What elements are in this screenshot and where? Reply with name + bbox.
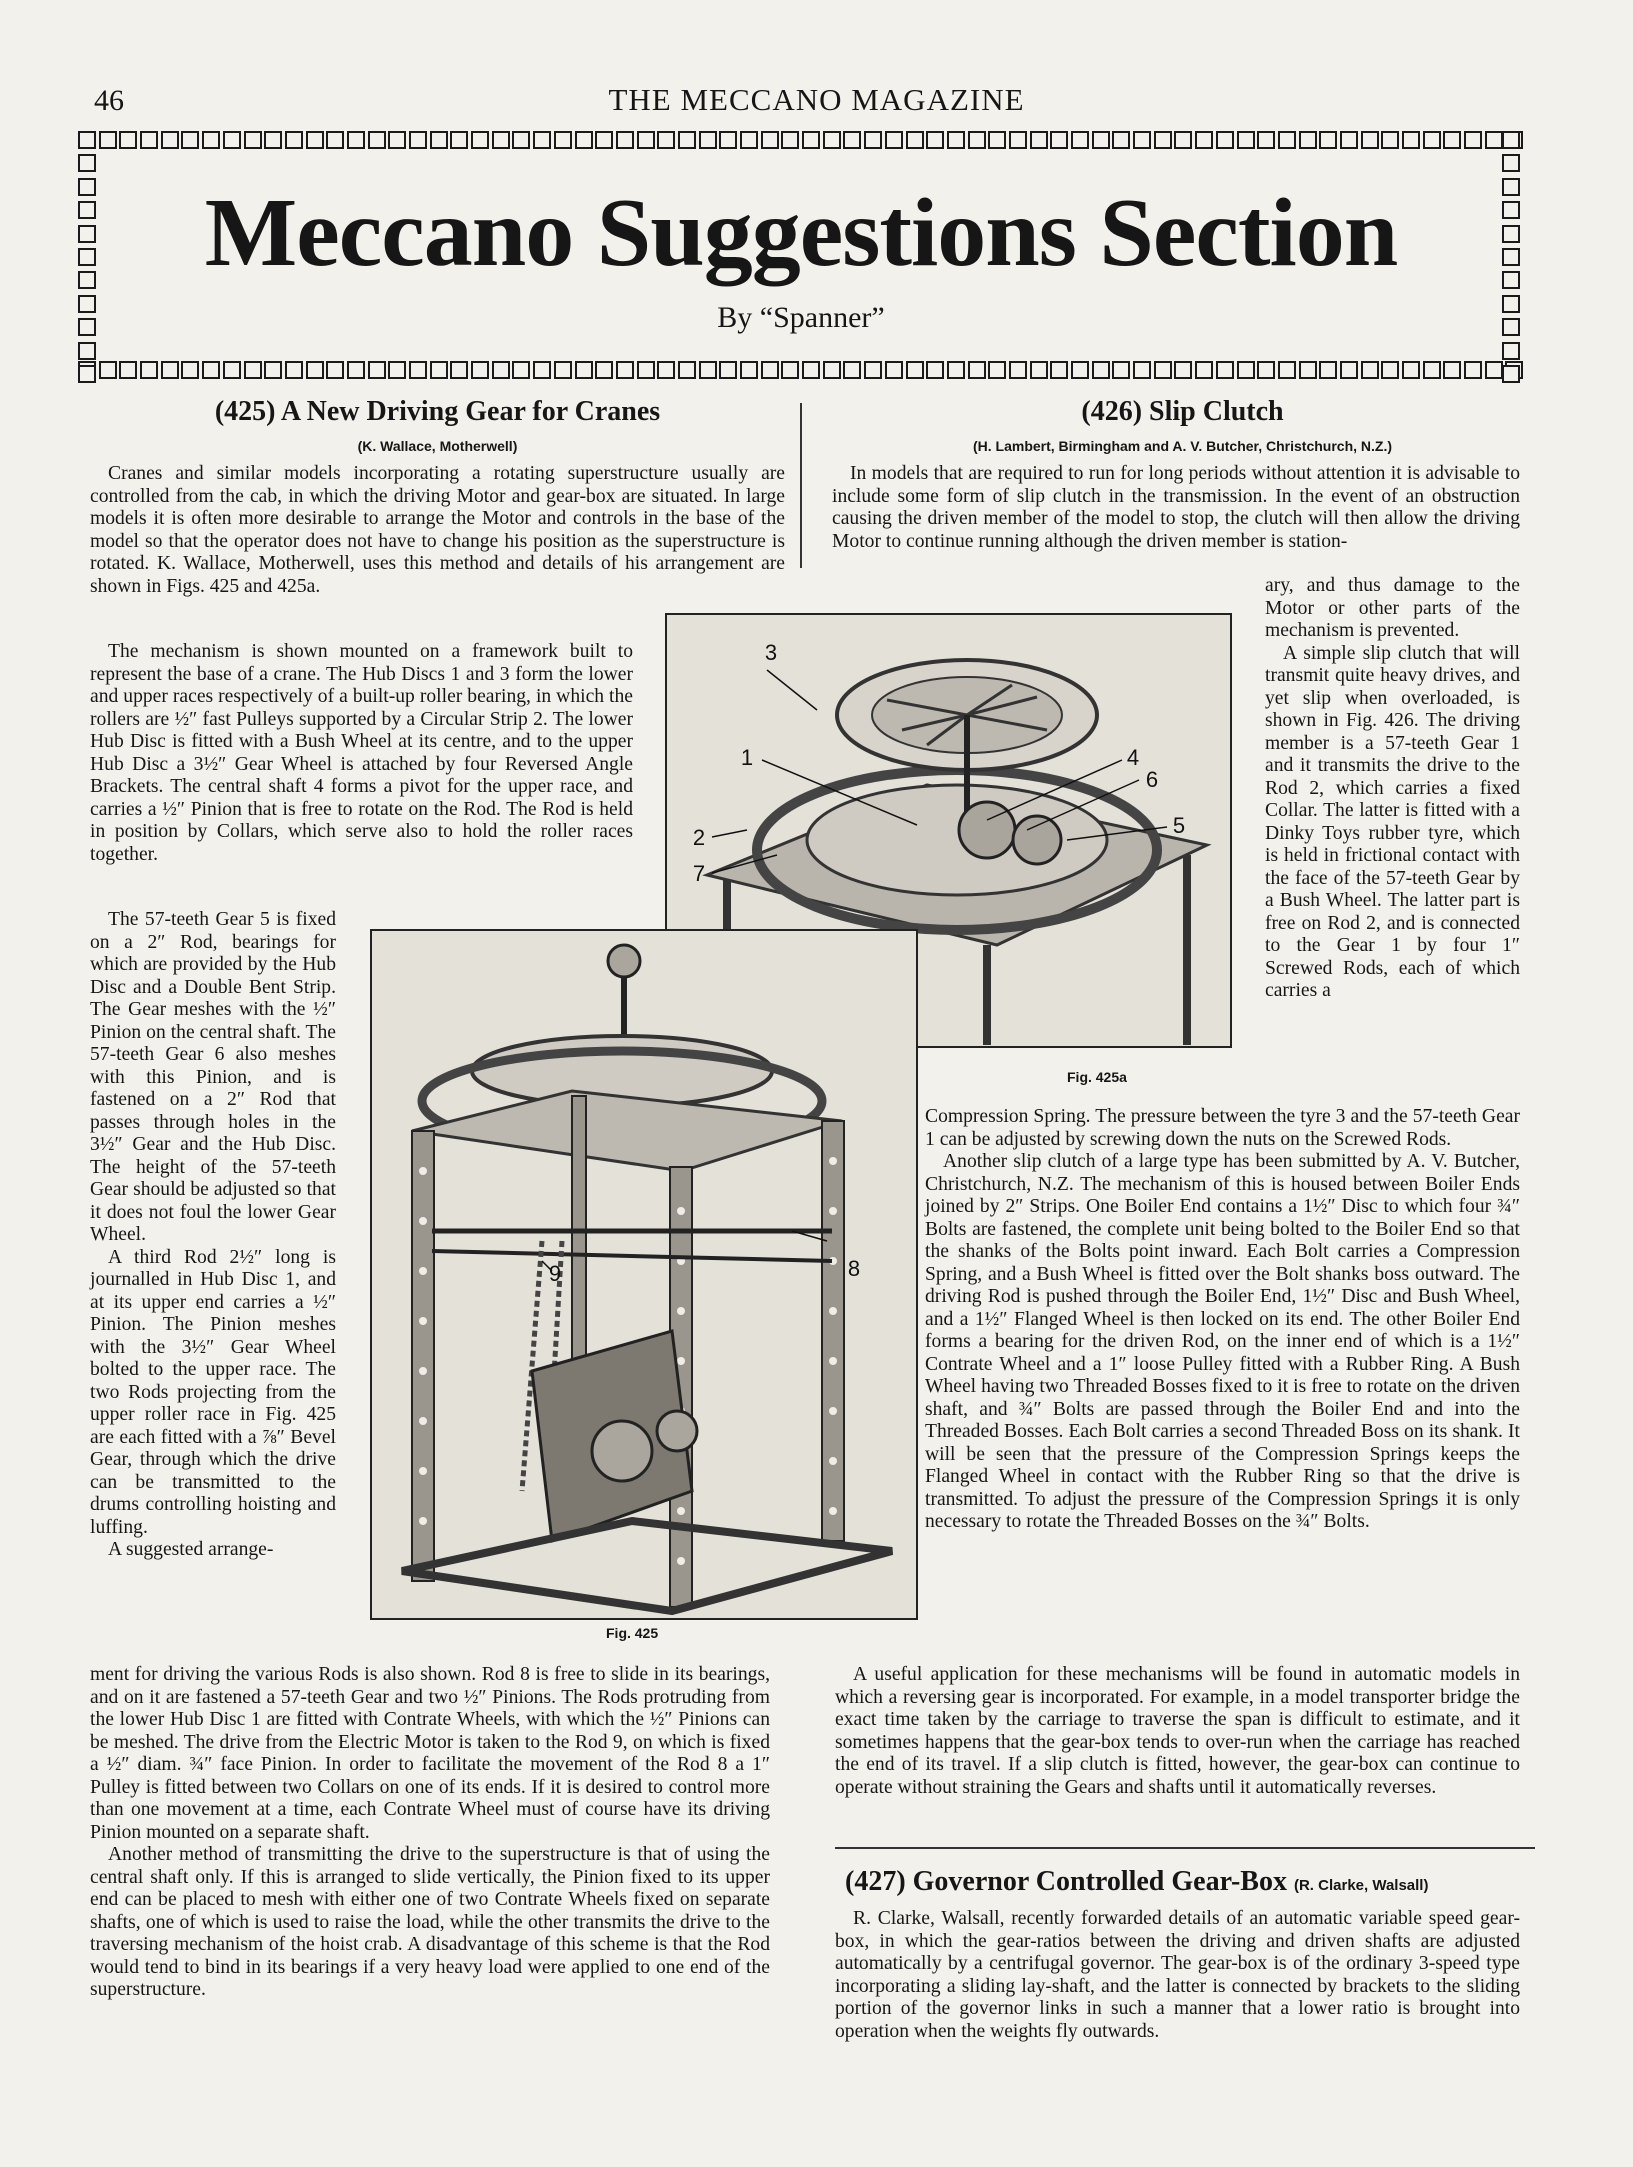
page-number: 46 bbox=[94, 84, 124, 117]
border-square bbox=[1278, 361, 1296, 379]
border-square bbox=[1319, 361, 1337, 379]
border-square bbox=[264, 131, 282, 149]
article-427-text bbox=[835, 1908, 1520, 2043]
article-427-paragraph-1: R. Clarke, Walsall, recently forwarded details of an automatic variable speed gear-box, in which the gear-ratios between the driving and driven shafts are adjusted automatically by a centrifugal governor. The gear-box is of the ordinary 3-speed type incorporating a sliding lay-shaft, and the latter is connected by brackets to the sliding portion of the governor links in such a manner that a lower ratio is brought into operation when the weights fly outwards. bbox=[835, 1908, 1520, 2042]
border-square bbox=[699, 131, 717, 149]
article-425-paragraph-4: A third Rod 2½″ long is journalled in Hub Disc 1, and at its upper end carries a ½″ Pinion. The Pinion meshes with the 3½″ Gear Wheel bolted to the upper race. The two Rods projecting from the upper roller race in Fig. 425 are each fitted with a ⅞″ Bevel Gear, through which the drive can be transmitted to the drums controlling hoisting and luffing. bbox=[90, 1246, 336, 1538]
border-square bbox=[1009, 361, 1027, 379]
border-square bbox=[1092, 131, 1110, 149]
border-square bbox=[885, 131, 903, 149]
border-square bbox=[678, 361, 696, 379]
border-square bbox=[864, 131, 882, 149]
article-426-text-bottom bbox=[835, 1664, 1520, 1799]
border-square bbox=[1154, 131, 1172, 149]
fig425a-label-1: 1 bbox=[740, 745, 754, 770]
border-square bbox=[78, 365, 96, 383]
fig425a-label-7: 7 bbox=[692, 861, 706, 886]
border-square bbox=[202, 131, 220, 149]
article-426-text-narrow bbox=[1265, 575, 1520, 1003]
square-border-bottom bbox=[78, 361, 1524, 383]
border-square bbox=[802, 131, 820, 149]
border-square bbox=[657, 361, 675, 379]
article-425-text-narrow bbox=[90, 909, 336, 1562]
border-square bbox=[347, 361, 365, 379]
article-425-paragraph-1: Cranes and similar models incorporating a rotating superstructure usually are controlled from the cab, in which the driving Motor and gear-box are situated. In large models it is often more desirable to arrange the Motor and controls in the base of the model so that the operator does not have to change his position as the superstructure is rotated. K. Wallace, Motherwell, uses this method and details of his arrangement are shown in Figs. 425 and 425a. bbox=[90, 463, 785, 597]
border-square bbox=[1381, 361, 1399, 379]
article-425-paragraph-5a: A suggested arrange- bbox=[108, 1539, 274, 1560]
border-square bbox=[1257, 131, 1275, 149]
border-square bbox=[864, 361, 882, 379]
border-square bbox=[388, 131, 406, 149]
border-square bbox=[1257, 361, 1275, 379]
border-square bbox=[1154, 361, 1172, 379]
border-square bbox=[1423, 361, 1441, 379]
border-square bbox=[1030, 131, 1048, 149]
border-square bbox=[616, 131, 634, 149]
border-square bbox=[492, 361, 510, 379]
border-square bbox=[1112, 361, 1130, 379]
article-427-title: (427) Governor Controlled Gear-Box bbox=[845, 1866, 1287, 1897]
border-square bbox=[326, 131, 344, 149]
section-byline: By “Spanner” bbox=[717, 301, 885, 334]
border-square bbox=[1502, 131, 1520, 149]
border-square bbox=[1009, 131, 1027, 149]
border-square bbox=[554, 361, 572, 379]
border-square bbox=[119, 361, 137, 379]
border-square bbox=[181, 131, 199, 149]
border-square bbox=[1464, 361, 1482, 379]
magazine-title: THE MECCANO MAGAZINE bbox=[608, 82, 1025, 117]
border-square bbox=[181, 361, 199, 379]
article-426-paragraph-4: A useful application for these mechanisms will be found in automatic models in which a reversing gear is incorporated. For example, in a model transporter bridge the exact time taken by the carriage to traverse the span is difficult to estimate, and it sometimes happens that the gear-box tends to over-run when the carriage has reached the end of its travel. If a slip clutch is fitted, however, the gear-box can continue to operate without straining the Gears and shafts until it automatically reverses. bbox=[835, 1664, 1520, 1798]
border-square bbox=[575, 131, 593, 149]
border-square bbox=[1485, 131, 1503, 149]
border-square bbox=[968, 131, 986, 149]
border-square bbox=[843, 131, 861, 149]
border-square bbox=[347, 131, 365, 149]
fig425-label-8: 8 bbox=[847, 1256, 861, 1281]
border-square bbox=[306, 361, 324, 379]
figure-425-photo bbox=[370, 929, 918, 1620]
border-square bbox=[533, 361, 551, 379]
border-square bbox=[1402, 361, 1420, 379]
article-425-text-bottom bbox=[90, 1664, 770, 2002]
border-square bbox=[1423, 131, 1441, 149]
border-square bbox=[1381, 131, 1399, 149]
fig425a-label-3: 3 bbox=[764, 640, 778, 665]
border-square bbox=[1278, 131, 1296, 149]
border-square bbox=[1502, 365, 1520, 383]
border-square bbox=[1195, 361, 1213, 379]
article-425-paragraph-5b: ment for driving the various Rods is also shown. Rod 8 is free to slide in its bearings, and on it are fastened a 57-teeth Gear and two ½″ Pinions. The Rods protruding from the lower Hub Disc 1 are fitted with Contrate Wheels, with which the ½″ Pinions can be meshed. The drive from the Electric Motor is taken to the Rod 9, on which is fixed a ½″ diam. ¾″ face Pinion. In order to facilitate the movement of the Rod 8 a 1″ Pulley is fitted between two Collars on one of its ends. If it is desired to control more than one movement at a time, each Contrate Wheel must of course have its driving Pinion mounted on a separate shaft. bbox=[90, 1664, 770, 1843]
border-square bbox=[533, 131, 551, 149]
article-426-paragraph-1: In models that are required to run for long periods without attention it is advisable to include some form of slip clutch in the transmission. In the event of an obstruction causing the driven member of the model to stop, the clutch will then allow the driving Motor to continue running although the driven member is station- bbox=[832, 463, 1520, 552]
border-square bbox=[595, 361, 613, 379]
border-square bbox=[78, 154, 96, 172]
border-square bbox=[988, 131, 1006, 149]
border-square bbox=[968, 361, 986, 379]
border-square bbox=[1133, 361, 1151, 379]
fig425a-label-2: 2 bbox=[692, 825, 706, 850]
border-square bbox=[264, 361, 282, 379]
article-425-paragraph-2: The mechanism is shown mounted on a framework built to represent the base of a crane. The Hub Discs 1 and 3 form the lower and upper races respectively of a built-up roller bearing, in which the rollers are ½″ fast Pulleys supported by a Circular Strip 2. The lower Hub Disc is fitted with a Bush Wheel at its centre, and to the upper Hub Disc a 3½″ Gear Wheel is attached by four Reversed Angle Brackets. The central shaft 4 forms a pivot for the upper race, and carries a ½″ Pinion that is free to rotate on the Rod. The Rod is held in position by Collars, which serve also to hold the roller races together. bbox=[90, 641, 633, 865]
border-square bbox=[1174, 131, 1192, 149]
border-square bbox=[1216, 361, 1234, 379]
border-square bbox=[1361, 361, 1379, 379]
section-rule bbox=[835, 1847, 1535, 1849]
column-divider bbox=[800, 403, 802, 568]
article-426-credit: (H. Lambert, Birmingham and A. V. Butcher, Christchurch, N.Z.) bbox=[972, 438, 1393, 454]
border-square bbox=[947, 131, 965, 149]
article-426-paragraph-2: A simple slip clutch that will transmit quite heavy drives, and yet slip when overloaded, is shown in Fig. 426. The driving member is a 57-teeth Gear 1 and it transmits the drive to the Rod 2, which carries a fixed Collar. The latter is fitted with a Dinky Toys rubber tyre, which is held in frictional contact with the face of the 57-teeth Gear by a Bush Wheel. The latter part is free on Rod 2, and is connected to the Gear 1 by four 1″ Screwed Rods, each of which carries a bbox=[1265, 642, 1520, 1001]
border-square bbox=[1485, 361, 1503, 379]
border-square bbox=[699, 361, 717, 379]
border-square bbox=[761, 131, 779, 149]
border-square bbox=[78, 342, 96, 360]
border-square bbox=[1216, 131, 1234, 149]
border-square bbox=[1030, 361, 1048, 379]
border-square bbox=[554, 131, 572, 149]
border-square bbox=[719, 361, 737, 379]
border-square bbox=[575, 361, 593, 379]
border-square bbox=[761, 361, 779, 379]
section-headline: Meccano Suggestions Section bbox=[204, 179, 1398, 287]
article-425-heading: (425) A New Driving Gear for Cranes bbox=[214, 396, 661, 427]
square-border-top bbox=[78, 131, 1524, 153]
border-square bbox=[637, 131, 655, 149]
border-square bbox=[781, 131, 799, 149]
border-square bbox=[781, 361, 799, 379]
border-square bbox=[99, 131, 117, 149]
border-square bbox=[1112, 131, 1130, 149]
border-square bbox=[99, 361, 117, 379]
figure-425-illustration bbox=[372, 931, 916, 1618]
title-box bbox=[78, 131, 1524, 383]
border-square bbox=[802, 361, 820, 379]
article-427-credit: (R. Clarke, Walsall) bbox=[1293, 1877, 1429, 1894]
border-square bbox=[906, 361, 924, 379]
border-square bbox=[512, 361, 530, 379]
border-square bbox=[843, 361, 861, 379]
border-square bbox=[409, 131, 427, 149]
border-square bbox=[1237, 361, 1255, 379]
border-square bbox=[450, 361, 468, 379]
border-square bbox=[119, 131, 137, 149]
border-square bbox=[616, 361, 634, 379]
article-426-paragraph-2b: Compression Spring. The pressure between the tyre 3 and the 57-teeth Gear 1 can be adjusted by screwing down the nuts on the Screwed Rods. bbox=[925, 1106, 1520, 1150]
article-426-paragraph-3: Another slip clutch of a large type has been submitted by A. V. Butcher, Christchurch, N.Z. The mechanism of this is housed between Boiler Ends joined by 2″ Strips. One Boiler End contains a 1½″ Disc to which four ¾″ Bolts are fastened, the complete unit being bolted to the Boiler End so that the shanks of the Bolts point inward. Each Bolt carries a Compression Spring, and a Bush Wheel is fitted over the Bolt shanks boss outward. The driving Rod is pushed through the Boiler End, 1½″ Disc and Bush Wheel, and a 1½″ Flanged Wheel is then locked on its end. The other Boiler End forms a bearing for the driven Rod, on the inner end of which is a 1½″ Contrate Wheel and a 1″ loose Pulley fitted with a Rubber Ring. A Bush Wheel having two Threaded Bosses fixed to it is free to rotate on the driven shaft, and ¾″ Bolts are passed through the Boiler End and into the Threaded Bosses. Each Bolt carries a second Threaded Boss on its shank. It will be seen that the pressure of the Compression Springs keeps the Flanged Wheel in contact with the Rubber Ring so that the drive is transmitted. To adjust the pressure of the Compression Springs it is only necessary to rotate the Threaded Bosses on the ¾″ Bolts. bbox=[925, 1151, 1520, 1532]
border-square bbox=[1361, 131, 1379, 149]
border-square bbox=[1319, 131, 1337, 149]
border-square bbox=[823, 361, 841, 379]
figure-425a-caption: Fig. 425a bbox=[1067, 1069, 1127, 1085]
border-square bbox=[678, 131, 696, 149]
border-square bbox=[368, 131, 386, 149]
article-425-text-top bbox=[90, 463, 785, 598]
border-square bbox=[285, 361, 303, 379]
border-square bbox=[430, 131, 448, 149]
border-square bbox=[244, 131, 262, 149]
border-square bbox=[906, 131, 924, 149]
article-425-text-mid bbox=[90, 641, 633, 866]
border-square bbox=[450, 131, 468, 149]
border-square bbox=[78, 131, 96, 149]
border-square bbox=[202, 361, 220, 379]
border-square bbox=[657, 131, 675, 149]
article-427-heading bbox=[845, 1866, 1428, 1898]
border-square bbox=[223, 131, 241, 149]
border-square bbox=[1071, 131, 1089, 149]
border-square bbox=[719, 131, 737, 149]
border-square bbox=[161, 131, 179, 149]
fig425-label-9: 9 bbox=[548, 1261, 562, 1286]
article-425-paragraph-3: The 57-teeth Gear 5 is fixed on a 2″ Rod, bearings for which are provided by the Hub Disc and a Double Bent Strip. The Gear meshes with the ½″ Pinion on the central shaft. The 57-teeth Gear 6 also meshes with this Pinion, and is fastened on a 2″ Rod that passes through holes in the 3½″ Gear and the Hub Disc. The height of the 57-teeth Gear should be adjusted so that it does not foul the lower Gear Wheel. bbox=[90, 909, 336, 1245]
border-square bbox=[285, 131, 303, 149]
border-square bbox=[823, 131, 841, 149]
border-square bbox=[223, 361, 241, 379]
article-425-credit: (K. Wallace, Motherwell) bbox=[357, 438, 518, 454]
border-square bbox=[1071, 361, 1089, 379]
border-square bbox=[244, 361, 262, 379]
article-426-paragraph-1b: ary, and thus damage to the Motor or other parts of the mechanism is prevented. bbox=[1265, 575, 1520, 641]
border-square bbox=[885, 361, 903, 379]
border-square bbox=[595, 131, 613, 149]
article-426-text-mid bbox=[925, 1106, 1520, 1534]
border-square bbox=[161, 361, 179, 379]
border-square bbox=[512, 131, 530, 149]
border-square bbox=[926, 131, 944, 149]
article-425-paragraph-6: Another method of transmitting the drive to the superstructure is that of using the central shaft only. If this is arranged to slide vertically, the Pinion fixed to its upper end can be placed to mesh with either one of two Contrate Wheels fixed on separate shafts, one of which is used to raise the load, while the other transmits the drive to the traversing mechanism of the hoist crab. A disadvantage of this scheme is that the Rod would tend to bind in its bearings if a very heavy load were applied to one end of the superstructure. bbox=[90, 1844, 770, 2000]
fig425a-label-4: 4 bbox=[1126, 745, 1140, 770]
border-square bbox=[947, 361, 965, 379]
border-square bbox=[430, 361, 448, 379]
border-square bbox=[1174, 361, 1192, 379]
border-square bbox=[637, 361, 655, 379]
border-square bbox=[1133, 131, 1151, 149]
border-square bbox=[740, 361, 758, 379]
border-square bbox=[1299, 361, 1317, 379]
border-square bbox=[1050, 131, 1068, 149]
border-square bbox=[326, 361, 344, 379]
border-square bbox=[926, 361, 944, 379]
figure-425-caption: Fig. 425 bbox=[606, 1625, 659, 1641]
border-square bbox=[140, 361, 158, 379]
border-square bbox=[1195, 131, 1213, 149]
border-square bbox=[1502, 342, 1520, 360]
fig425a-label-6: 6 bbox=[1145, 767, 1159, 792]
article-426-heading: (426) Slip Clutch bbox=[1081, 396, 1284, 427]
border-square bbox=[368, 361, 386, 379]
border-square bbox=[1237, 131, 1255, 149]
border-square bbox=[1092, 361, 1110, 379]
border-square bbox=[1340, 131, 1358, 149]
border-square bbox=[306, 131, 324, 149]
border-square bbox=[409, 361, 427, 379]
border-square bbox=[1402, 131, 1420, 149]
border-square bbox=[988, 361, 1006, 379]
border-square bbox=[1464, 131, 1482, 149]
fig425a-label-5: 5 bbox=[1172, 813, 1186, 838]
border-square bbox=[1299, 131, 1317, 149]
border-square bbox=[471, 361, 489, 379]
border-square bbox=[388, 361, 406, 379]
border-square bbox=[740, 131, 758, 149]
border-square bbox=[1050, 361, 1068, 379]
border-square bbox=[1340, 361, 1358, 379]
border-square bbox=[1443, 361, 1461, 379]
border-square bbox=[1502, 154, 1520, 172]
border-square bbox=[471, 131, 489, 149]
article-426-text-top bbox=[832, 463, 1520, 553]
border-square bbox=[1443, 131, 1461, 149]
border-square bbox=[140, 131, 158, 149]
border-square bbox=[492, 131, 510, 149]
